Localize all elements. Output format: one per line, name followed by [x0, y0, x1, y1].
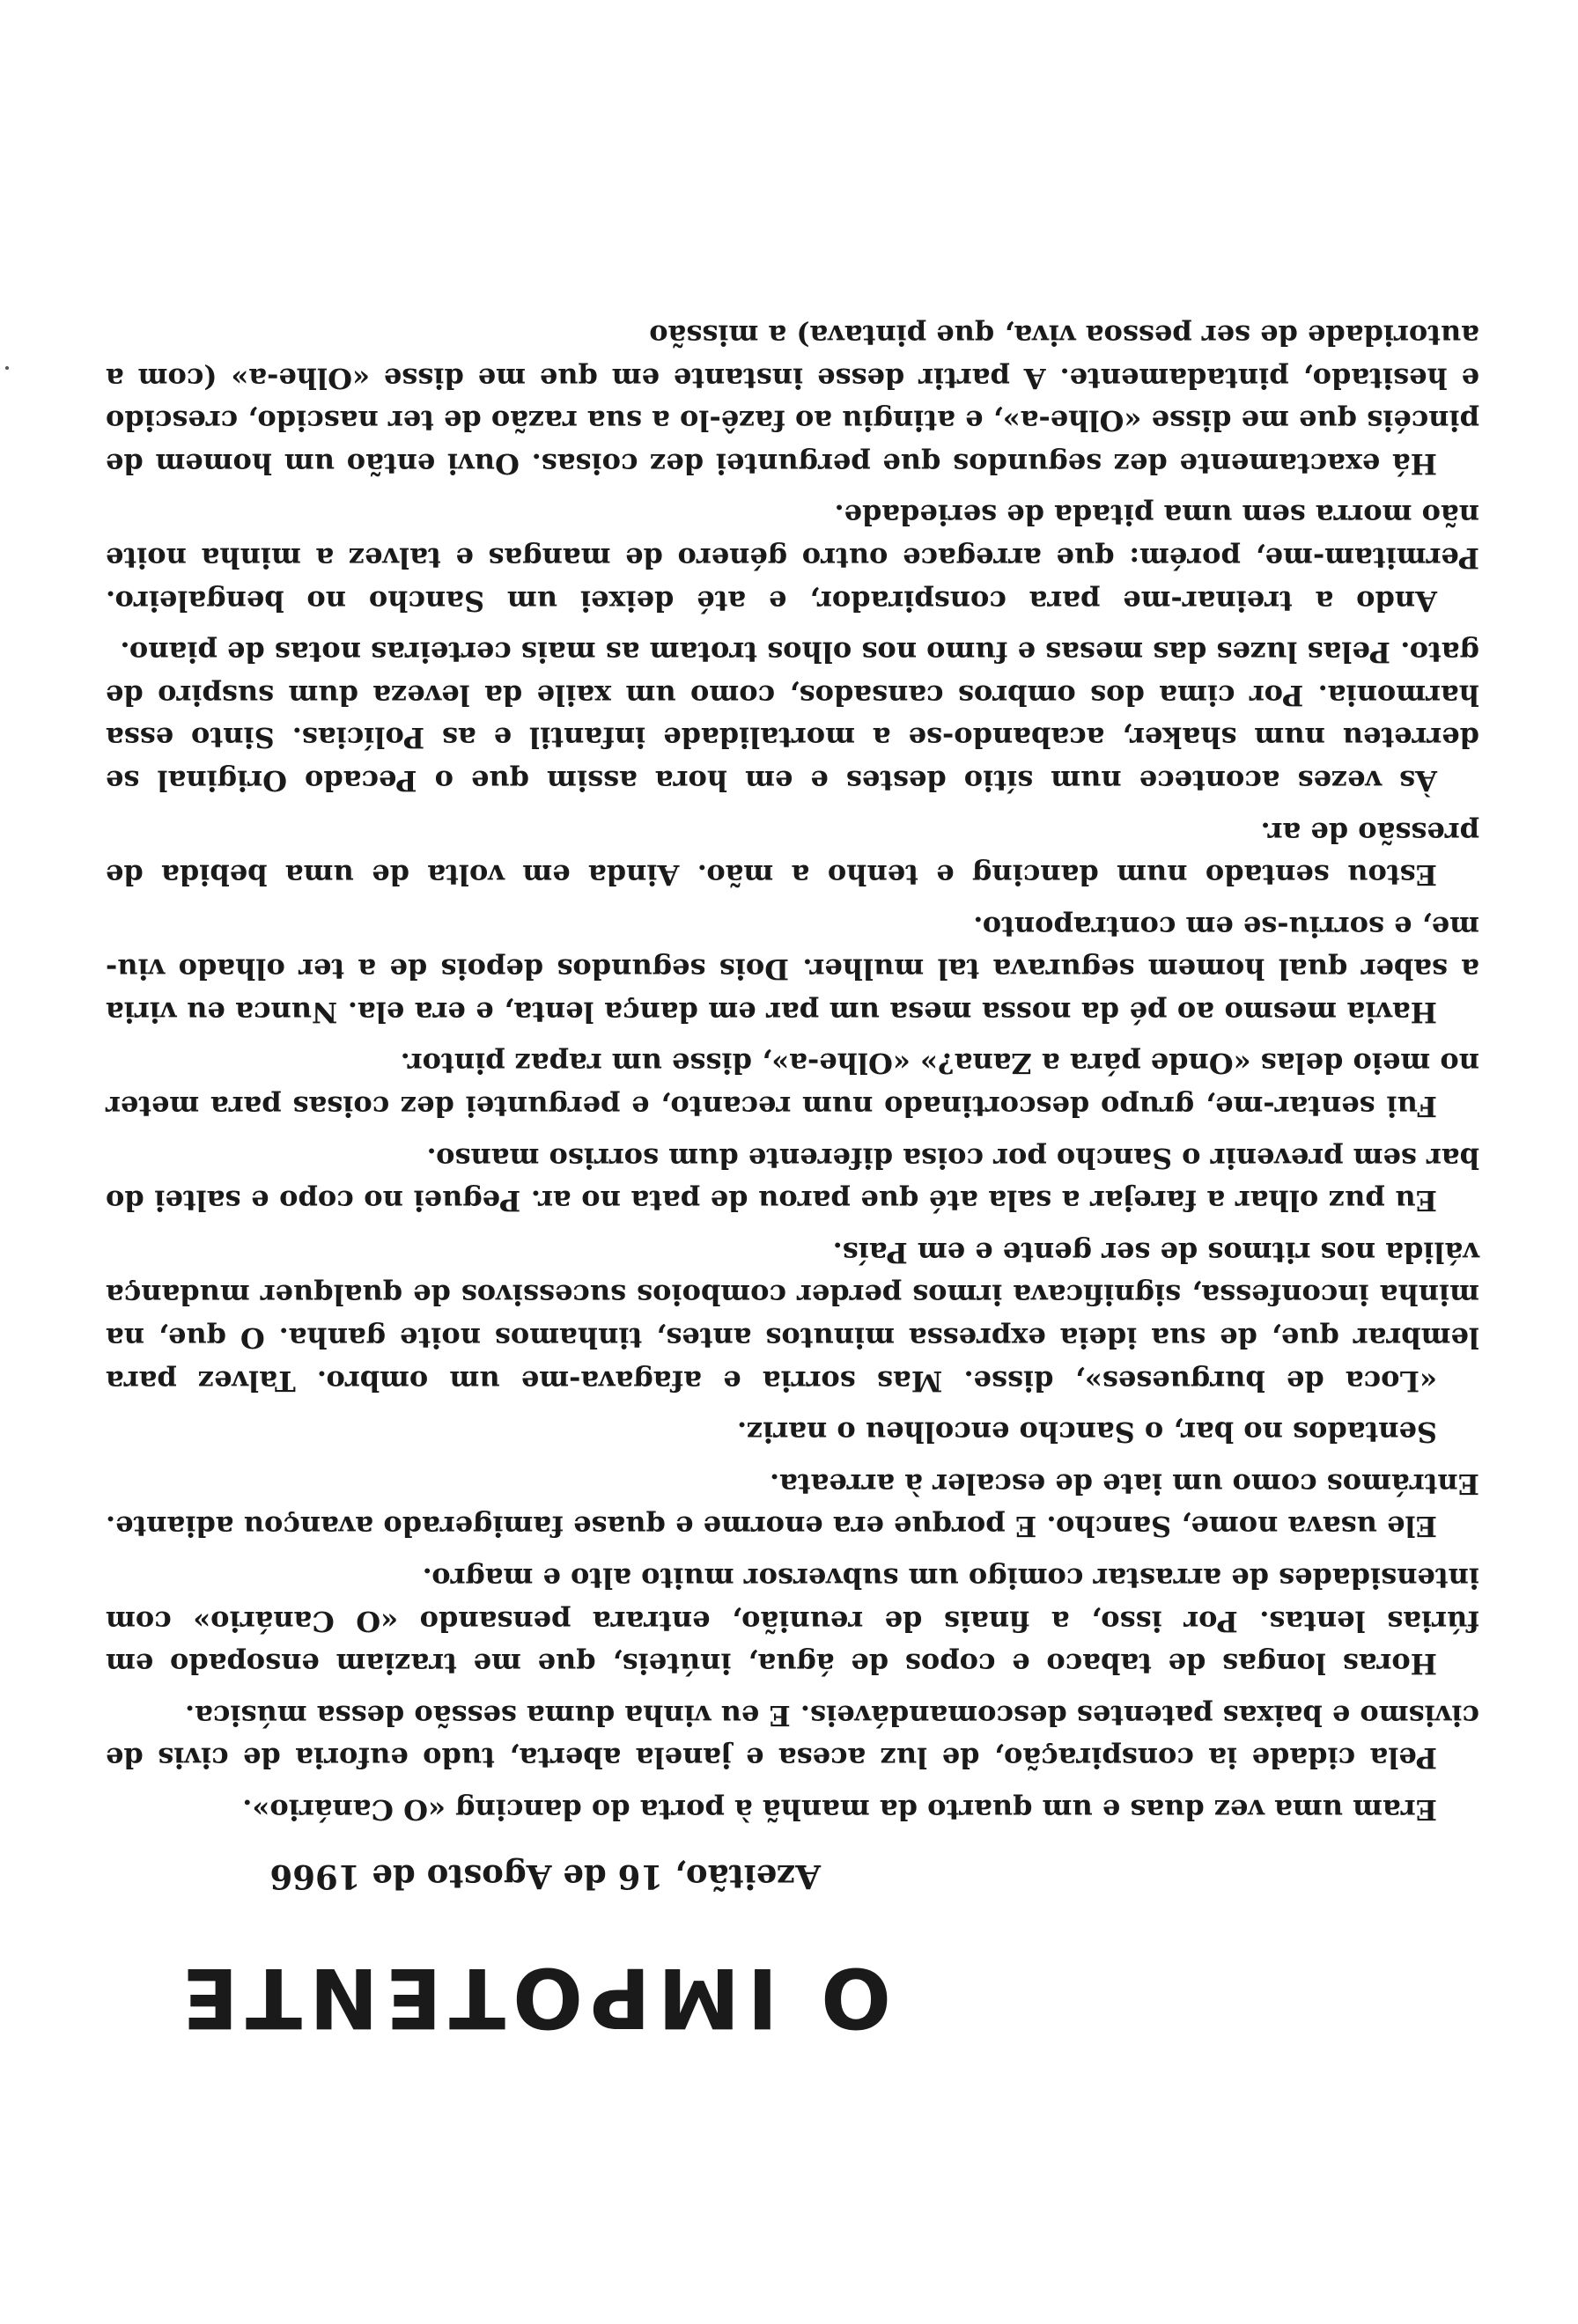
chapter-title: O IMPOTENTE [174, 1949, 891, 2045]
paragraph: Eram uma vez duas e um quarto da manhã à porta do dancing «O Canário». [242, 1793, 1437, 1827]
paragraph: Estou sentado num dancing e tenho a mão. Ainda em volta de uma bebida de pressão de ar. [106, 815, 1479, 893]
paragraph: Fui sentar-me, grupo descortinado num recanto, e perguntei dez coisas para meter no meio delas «Onde pára a Zana?» «Olhe-a», disse um rapaz pintor. [106, 1047, 1479, 1124]
body-text [106, 305, 1479, 1831]
paragraph: Pela cidade ia conspiração, de luz acesa e janela aberta, tudo euforia de civis de civismo e baixas patentes descomandáveis. E eu vinha duma sessão dessa música. [106, 1698, 1479, 1776]
dateline: Azeitão, 16 de Agosto de 1966 [269, 1857, 821, 1896]
paragraph: Às vezes acontece num sítio destes e em hora assim que o Pecado Original se derreteu num shaker, acabando-se a mortalidade infantil e as Polícias. Sinto essa harmonia. Por cima dos ombros cansados, como um xaile da leveza dum suspiro de gato. Pelas luzes das mesas e fumo nos olhos trotam as mais certeiras notas de piano. [106, 636, 1479, 798]
paragraph: «Loca de burgueses», disse. Mas sorria e afagava-me um ombro. Talvez para lembrar que, de sua ideia expressa minutos antes, tinhamos noite ganha. O que, na minha inconfessa, significava irmos perder comboios sucessivos de qualquer mudança válida nos ritmos de ser gente e em País. [106, 1235, 1479, 1398]
paragraph: Horas longas de tabaco e copos de água, inúteis, que me traziam ensopado em fúrias lentas. Por isso, a finais de reunião, entrara pensando «O Canário» com intensidades de arrastar comigo um subversor muito alto e magro. [106, 1562, 1479, 1681]
paragraph: Sentados no bar, o Sancho encolheu o nariz. [736, 1416, 1437, 1450]
paragraph: Ele usava nome, Sancho. E porque era enorme e quase famigerado avançou adiante. Entrámos como um iate de escaler à arreata. [106, 1467, 1479, 1544]
scan-speck [5, 366, 9, 370]
paragraph: Havia mesmo ao pé da nossa mesa um par em dança lenta, e era ela. Nunca eu viria a saber qual homem segurava tal mulher. Dois segundos depois de a ter olhado viu-me, e sorriu-se em contraponto. [106, 909, 1479, 1029]
paragraph: Ando a treinar-me para conspirador, e até deixei um Sancho no bengaleiro. Permitam-me, porém: que arregace outro género de mangas e talvez a minha noite não morra sem uma pitada de seriedade. [106, 498, 1479, 618]
paragraph: Há exactamente dez segundos que perguntei dez coisas. Ouvi então um homem de pincéis que me disse «Olhe-a», e atingiu ao fazê-lo a sua razão de ter nascido, crescido e hesitado, pintadamente. A partir desse instante em que me disse «Olhe-a» (com a autoridade de ser pessoa viva, que pintava) a missão [106, 319, 1479, 481]
paragraph: Eu puz olhar a farejar a sala até que parou de pata no ar. Peguei no copo e saltei do bar sem prevenir o Sancho por coisa diferente dum sorriso manso. [106, 1141, 1479, 1218]
